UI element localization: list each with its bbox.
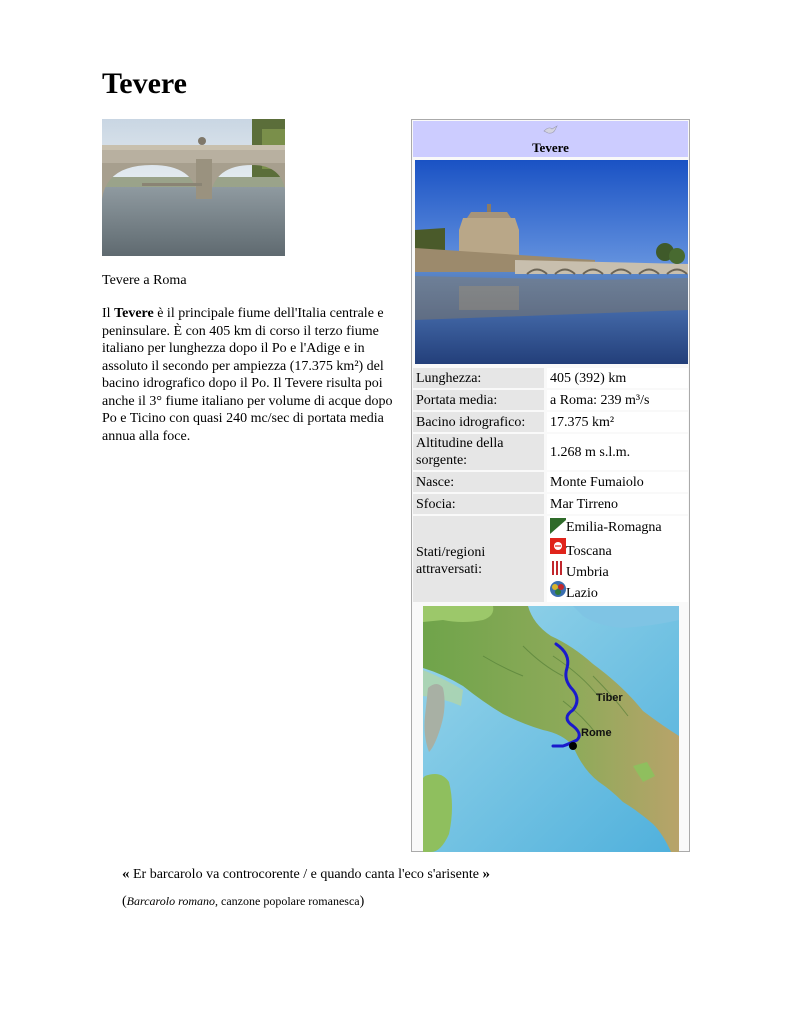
quote-close-mark: » <box>482 866 490 882</box>
infobox-row-bacino <box>413 412 688 432</box>
quote-open-mark: « <box>122 866 130 882</box>
umbria-flag-icon <box>550 560 566 576</box>
lunghezza-label: Lunghezza: <box>416 371 482 386</box>
quote-source <box>122 893 364 910</box>
lazio-flag-icon <box>550 581 566 597</box>
bacino-label: Bacino idrografico: <box>416 415 526 430</box>
source-rest: , canzone popolare romanesca <box>215 894 360 908</box>
regioni-label: Stati/regioni attraversati: <box>416 545 486 577</box>
quote-text: Er barcarolo va controcorente / e quando canta l'eco s'arisente <box>129 867 483 882</box>
portata-value: a Roma: 239 m³/s <box>550 393 650 408</box>
source-close-paren: ) <box>359 894 365 909</box>
map-tiber-label: Tiber <box>596 692 623 704</box>
castel-santangelo-photo <box>415 160 688 364</box>
intro-bold-term: Tevere <box>114 306 154 321</box>
infobox <box>411 119 690 852</box>
quote <box>122 865 490 884</box>
infobox-row-altitudine <box>413 434 688 470</box>
altitudine-value: 1.268 m s.l.m. <box>550 445 631 460</box>
infobox-header <box>413 121 688 157</box>
nasce-value: Monte Fumaiolo <box>550 475 644 490</box>
sfocia-value: Mar Tirreno <box>550 497 619 512</box>
page-title: Tevere <box>102 67 187 100</box>
emilia-romagna-flag-icon <box>550 518 566 534</box>
altitudine-label: Altitudine della sorgente: <box>416 436 504 468</box>
intro-paragraph <box>102 305 400 445</box>
bacino-value: 17.375 km² <box>550 415 615 430</box>
region-lazio: Lazio <box>566 586 598 601</box>
sfocia-label: Sfocia: <box>416 497 456 512</box>
intro-prefix: Il <box>102 306 115 321</box>
intro-text: è il principale fiume dell'Italia centrale e peninsulare. È con 405 km di corso il terzo fiume italiano per lunghezza dopo il Po e l'Adige e in assoluto il secondo per ampiezza (17.375 km²) del bacino idrografico dopo il Po. Il Tevere risulta poi anche il 3° fiume italiano per volume di acque dopo Po e Ticino con quasi 240 mc/sec di portata media annua alla foce. <box>102 306 393 444</box>
source-open-paren: ( <box>122 894 127 909</box>
infobox-row-sfocia <box>413 494 688 514</box>
region-emilia-romagna: Emilia-Romagna <box>566 520 662 535</box>
nasce-label: Nasce: <box>416 475 455 490</box>
infobox-row-regioni <box>413 516 688 602</box>
tiber-course-map <box>423 606 679 852</box>
infobox-row-portata <box>413 390 688 410</box>
map-rome-label: Rome <box>581 727 612 739</box>
region-toscana: Toscana <box>566 544 612 559</box>
regioni-list <box>547 516 688 602</box>
portata-label: Portata media: <box>416 393 498 408</box>
dove-icon <box>543 124 559 136</box>
source-title: Barcarolo romano <box>126 894 216 908</box>
infobox-title: Tevere <box>532 140 569 155</box>
lead-photo-caption: Tevere a Roma <box>102 273 187 288</box>
toscana-flag-icon <box>550 538 566 554</box>
tevere-bridge-photo <box>102 119 285 256</box>
region-umbria: Umbria <box>566 565 609 580</box>
infobox-row-lunghezza <box>413 368 688 388</box>
lunghezza-value: 405 (392) km <box>550 371 627 386</box>
infobox-row-nasce <box>413 472 688 492</box>
